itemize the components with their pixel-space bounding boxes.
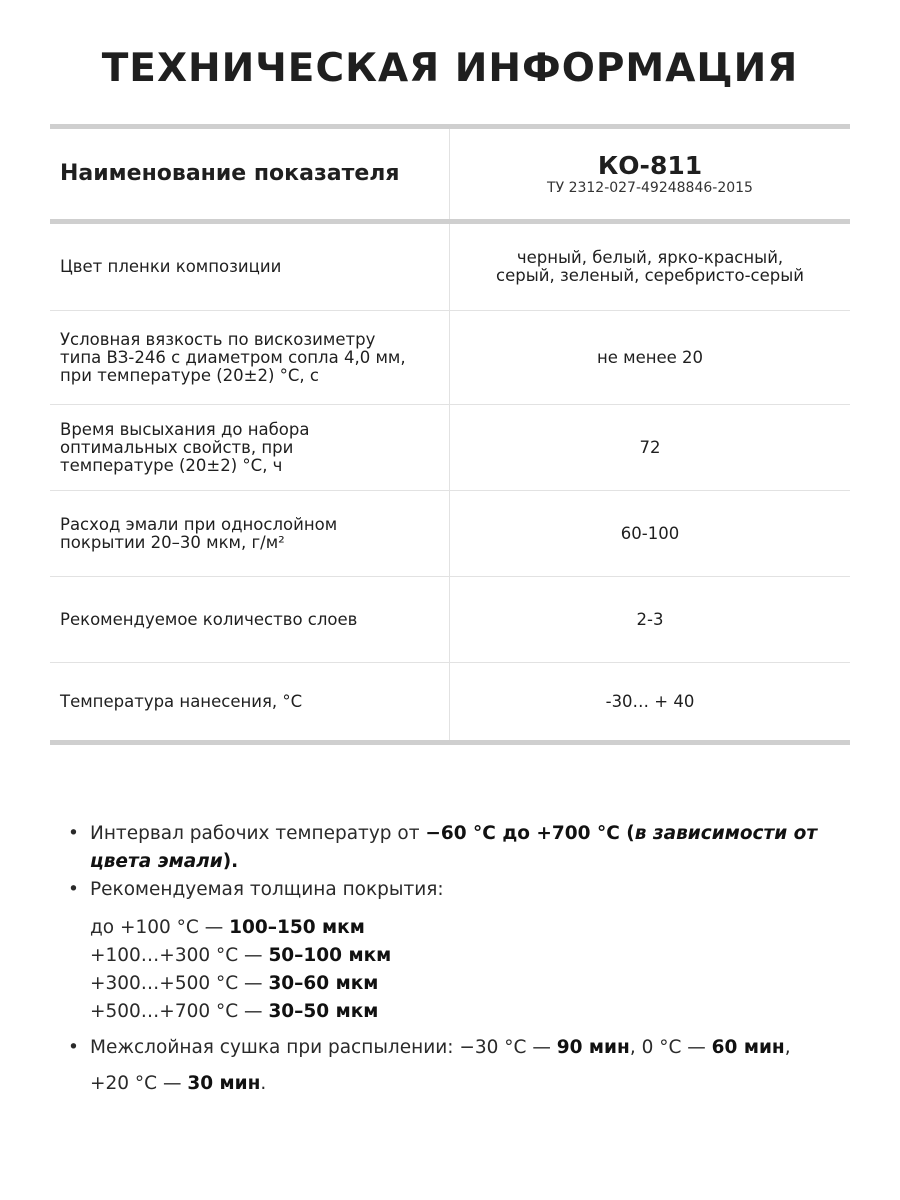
thickness-value: 30–60 мкм: [268, 973, 379, 994]
tech-info-table: [50, 124, 850, 745]
note-thickness-intro: Рекомендуемая толщина покрытия:: [90, 879, 444, 900]
indicator-value-cell: [450, 491, 850, 576]
thickness-line: [90, 942, 828, 970]
indicator-name-line: при температуре (20±2) °С, с: [60, 365, 319, 385]
indicator-value-cell: [450, 224, 850, 310]
thickness-range: +100…+300 °С —: [90, 945, 269, 966]
indicator-value-line: серый, зеленый, серебристо-серый: [496, 266, 804, 285]
note-interval: [68, 820, 828, 876]
drying-sep-2: ,: [784, 1037, 791, 1058]
table-row: [50, 577, 850, 663]
indicator-value-cell: [450, 577, 850, 662]
product-spec: ТУ 2312-027-49248846-2015: [547, 180, 753, 196]
indicator-value-cell: [450, 663, 850, 740]
drying-value-2: 60 мин: [711, 1037, 785, 1058]
indicator-name-line: покрытии 20–30 мкм, г/м²: [60, 532, 285, 552]
indicator-value-line: 2-3: [636, 609, 664, 629]
note-thickness: [68, 876, 828, 904]
notes-list: [68, 820, 828, 1098]
indicator-name-line: Условная вязкость по вискозиметру: [60, 329, 376, 349]
note-interval-close: ).: [222, 851, 239, 872]
table-row: [50, 405, 850, 491]
note-drying-line2: [68, 1070, 828, 1098]
header-indicator-label: Наименование показателя: [50, 129, 450, 219]
indicator-name-line: оптимальных свойств, при: [60, 437, 294, 457]
thickness-range: +500…+700 °С —: [90, 1001, 269, 1022]
indicator-name-line: Рекомендуемое количество слоев: [60, 609, 358, 629]
table-row: [50, 224, 850, 311]
thickness-line: [90, 998, 828, 1026]
indicator-value-cell: [450, 311, 850, 404]
thickness-value: 30–50 мкм: [268, 1001, 379, 1022]
page-title: ТЕХНИЧЕСКАЯ ИНФОРМАЦИЯ: [101, 46, 799, 91]
indicator-name-line: типа ВЗ-246 с диаметром сопла 4,0 мм,: [60, 347, 406, 367]
note-interval-range: −60 °С до +700 °С: [425, 823, 620, 844]
product-name: КО-811: [597, 151, 703, 180]
indicator-name-cell: [50, 224, 450, 310]
thickness-range: +300…+500 °С —: [90, 973, 269, 994]
indicator-name-line: температуре (20±2) °С, ч: [60, 455, 283, 475]
indicator-value-line: не менее 20: [596, 347, 704, 367]
note-interval-italic: в зависимости от цвета эмали: [90, 823, 818, 872]
table-row: [50, 491, 850, 577]
drying-value-1: 90 мин: [556, 1037, 630, 1058]
thickness-value: 50–100 мкм: [268, 945, 392, 966]
thickness-line: [90, 970, 828, 998]
drying-prefix: Межслойная сушка при распылении: −30 °С —: [90, 1037, 557, 1058]
thickness-range: до +100 °С —: [90, 917, 230, 938]
drying-sep-1: , 0 °С —: [629, 1037, 712, 1058]
table-header-row: [50, 124, 850, 224]
indicator-name-cell: [50, 577, 450, 662]
indicator-value-line: -30… + 40: [605, 691, 695, 711]
indicator-value-line: 60-100: [620, 523, 680, 543]
indicator-name-cell: [50, 405, 450, 490]
drying-line2-prefix: +20 °С —: [90, 1073, 188, 1094]
indicator-name-line: Время высыхания до набора: [60, 419, 310, 439]
indicator-name-line: Цвет пленки композиции: [60, 257, 282, 276]
thickness-list: [68, 914, 828, 1026]
indicator-name-cell: [50, 491, 450, 576]
thickness-line: [90, 914, 828, 942]
indicator-name-line: Температура нанесения, °С: [60, 691, 303, 711]
indicator-name-line: Расход эмали при однослойном: [60, 514, 338, 534]
note-interval-open: (: [619, 823, 635, 844]
table-row: [50, 311, 850, 405]
indicator-value-line: 72: [639, 437, 661, 457]
note-interval-prefix: Интервал рабочих температур от: [90, 823, 426, 844]
drying-end: .: [260, 1073, 267, 1094]
indicator-name-cell: [50, 311, 450, 404]
drying-value-3: 30 мин: [187, 1073, 261, 1094]
indicator-value-cell: [450, 405, 850, 490]
indicator-name-cell: [50, 663, 450, 740]
header-product-cell: [450, 129, 850, 219]
thickness-value: 100–150 мкм: [229, 917, 365, 938]
note-drying: [68, 1034, 828, 1062]
table-row: [50, 663, 850, 745]
indicator-value-line: черный, белый, ярко-красный,: [516, 248, 784, 267]
